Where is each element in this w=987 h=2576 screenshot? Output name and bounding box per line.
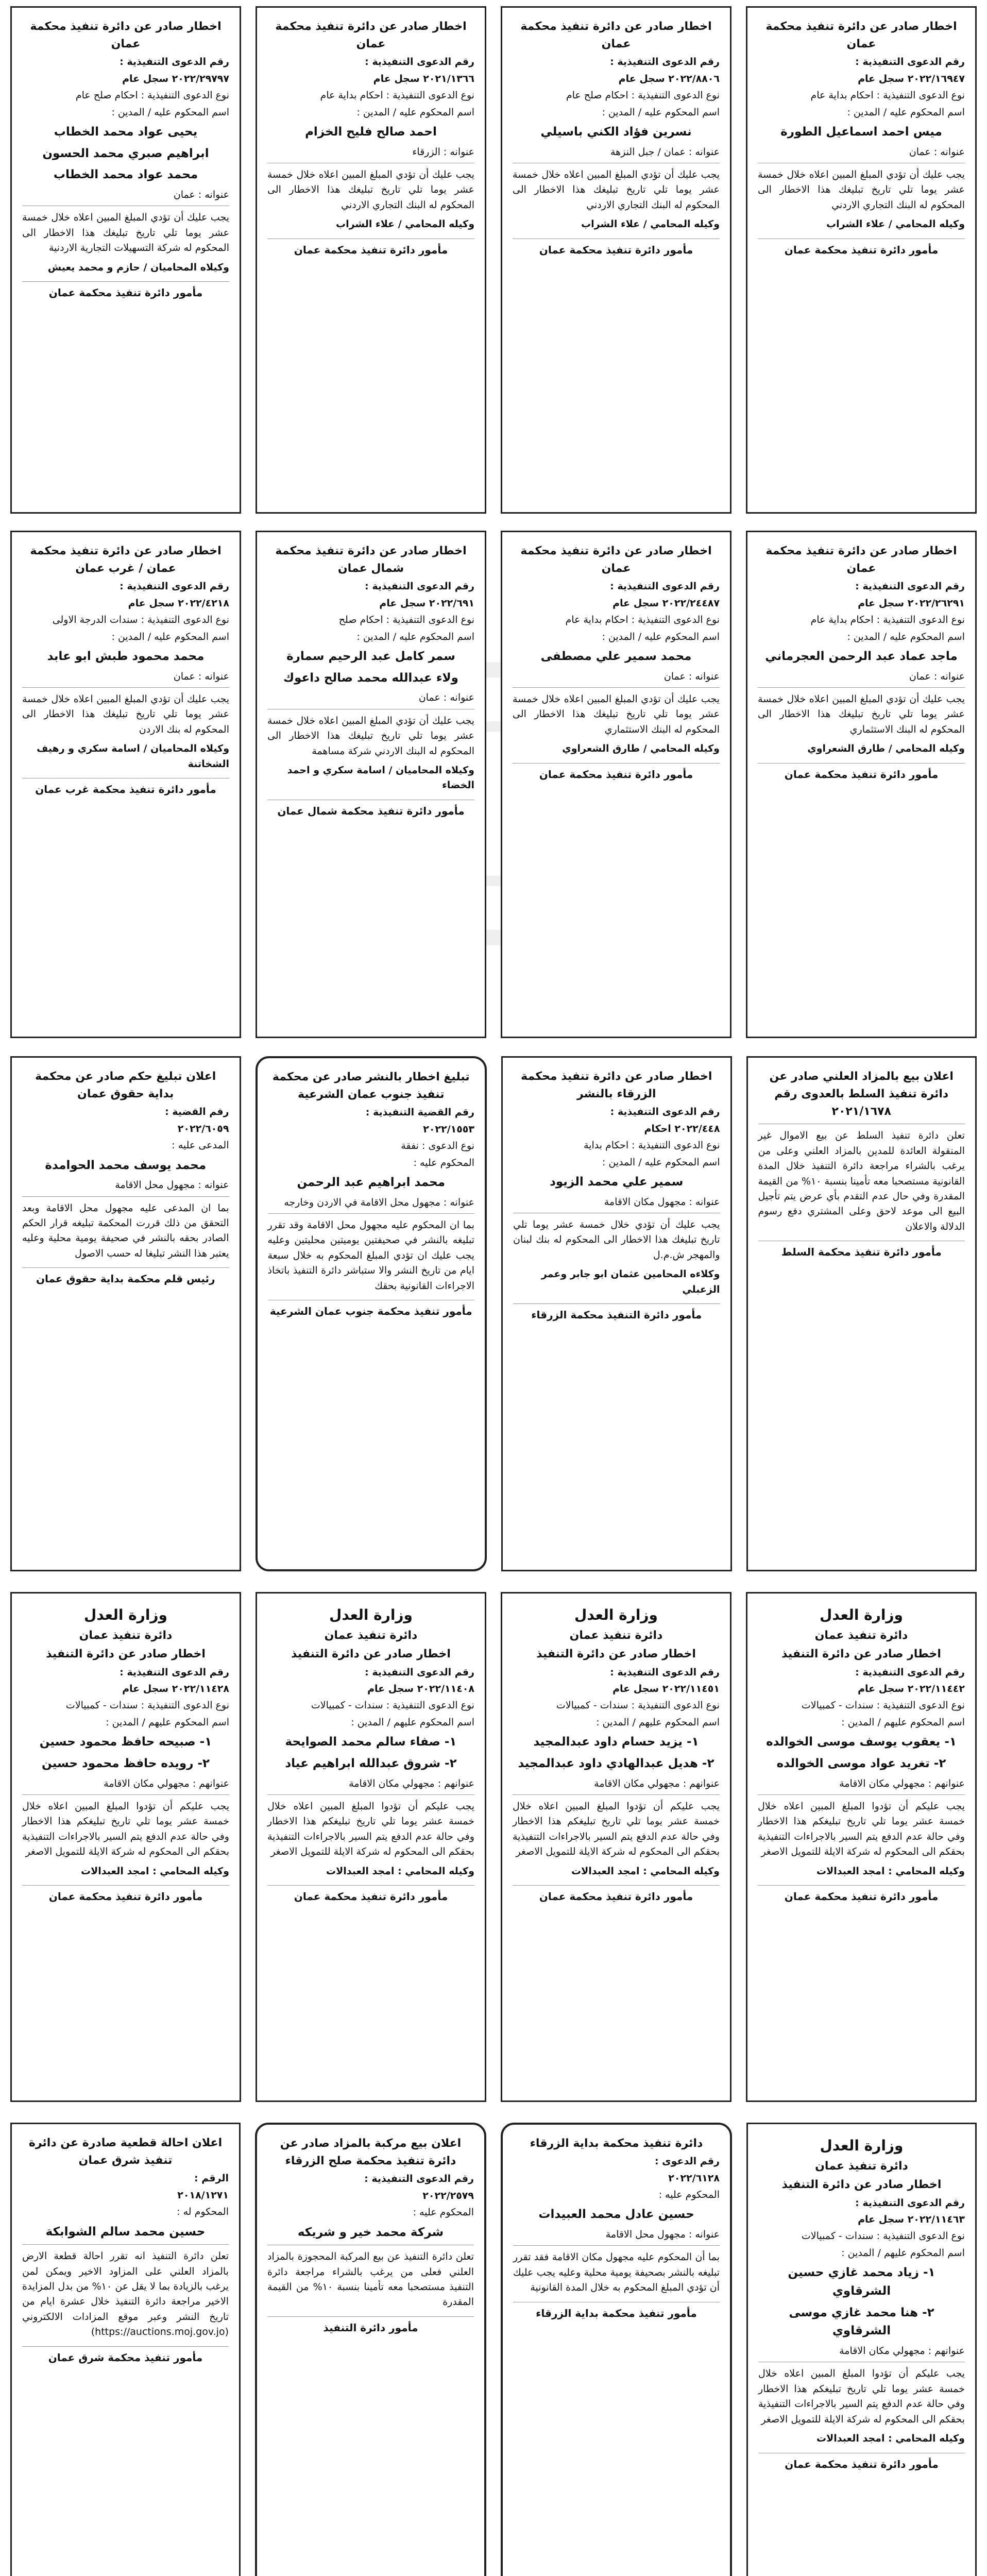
case-number-label: رقم القضية :	[165, 1106, 229, 1118]
case-number-label: رقم القضية التنفيذية :	[365, 1107, 474, 1118]
debtor-label: اسم المحكوم عليه / المدين :	[602, 631, 720, 642]
lawyer-name: وكيله المحامي / طارق الشعراوي	[562, 743, 720, 755]
case-number: ٢٠٢٢/٨٨٠٦ سجل عام	[618, 73, 720, 84]
notice-title: اخطار صادر عن دائرة التنفيذ	[781, 1648, 941, 1661]
department-heading: دائرة تنفيذ عمان	[569, 1629, 663, 1642]
legal-notice	[501, 1056, 732, 1571]
debtor-name: شركة محمد خير و شريكه	[297, 2225, 444, 2239]
case-type: نوع الدعوى التنفيذية : احكام صلح عام	[566, 90, 720, 101]
notice-body: يجب عليكم أن تؤدوا المبلغ المبين اعلاه خلال خمسة عشر يوما تلي تاريخ تبليغكم هذا الاخطار وفي حالة عدم الدفع يتم السير بالاجراءات التنفيذية بحقكم الى المحكوم له شركة الايلة للتمويل الاصغر	[758, 2368, 965, 2425]
notice-title: اخطار صادر عن دائرة تنفيذ محكمة عمان	[520, 545, 712, 575]
debtor-label: اسم المحكوم عليه / المدين :	[111, 631, 229, 642]
legal-notice	[746, 6, 977, 514]
debtor-label: المحكوم له :	[177, 2206, 229, 2218]
case-number: ٢٠٢٢/١٦٩٤٧ سجل عام	[858, 73, 965, 84]
case-type: نوع الدعوى التنفيذية : احكام بداية عام	[810, 614, 965, 626]
ministry-heading: وزارة العدل	[820, 1606, 903, 1623]
case-type: نوع الدعوى التنفيذية : احكام بداية	[583, 1140, 720, 1151]
debtor-label: المدعى عليه :	[172, 1140, 229, 1151]
notice-footer: مأمور دائرة تنفيذ محكمة عمان	[758, 239, 965, 258]
divider	[513, 1794, 720, 1795]
debtor-name: احمد صالح فليح الخزام	[305, 125, 437, 139]
legal-notice	[10, 2123, 241, 2576]
case-number-label: رقم الدعوى :	[654, 2156, 720, 2167]
debtor-name: ٢- شروق عبدالله ابراهيم عياد	[285, 1756, 457, 1770]
case-number: ٢٠٢٢/١١٤٠٨ سجل عام	[367, 1683, 474, 1695]
legal-notice	[501, 2123, 732, 2576]
department-heading: دائرة تنفيذ عمان	[79, 1629, 173, 1642]
notice-title: اعلان بيع مركبة بالمزاد صادر عن دائرة تنفيذ محكمة صلح الزرقاء	[280, 2137, 462, 2168]
debtor-name: محمد عواد محمد الخطاب	[53, 168, 198, 182]
notice-body: يجب عليك أن تؤدي المبلغ المبين اعلاه خلال خمسة عشر يوما تلي تاريخ تبليغك هذا الاخطار الى المحكوم له البنك التجاري الاردني	[758, 169, 965, 211]
case-number-label: رقم الدعوى التنفيذية :	[855, 1666, 965, 1678]
notice-footer: رئيس قلم محكمة بداية حقوق عمان	[22, 1267, 229, 1287]
case-number: ٢٠٢١/١٣٦٦ سجل عام	[373, 73, 474, 84]
ministry-heading: وزارة العدل	[574, 1606, 658, 1623]
legal-notice	[746, 2123, 977, 2576]
lawyer-name: وكيله المحامي : امجد العبدالات	[326, 1865, 474, 1877]
debtor-label: اسم المحكوم عليه / المدين :	[356, 106, 474, 118]
legal-notice	[501, 1592, 731, 2102]
divider	[268, 1213, 475, 1214]
notice-footer: مأمور تنفيذ محكمة شرق عمان	[22, 2346, 229, 2366]
case-number: ٢٠٢٢/٦٩١ سجل عام	[379, 597, 474, 609]
notice-footer: مأمور دائرة تنفيذ محكمة السلط	[758, 1241, 965, 1260]
notice-body: يجب عليكم أن تؤدوا المبلغ المبين اعلاه خلال خمسة عشر يوما تلي تاريخ تبليغكم هذا الاخطار وفي حالة عدم الدفع يتم السير بالاجراءات التنفيذية بحقكم الى المحكوم له شركة الايلة للتمويل الاصغر	[267, 1801, 474, 1858]
notice-footer: مأمور دائرة تنفيذ محكمة عمان	[758, 2453, 965, 2472]
case-type: نوع الدعوى التنفيذية : احكام بداية عام	[565, 614, 720, 626]
debtor-name: حسين عادل محمد العبيدات	[538, 2208, 694, 2222]
debtor-label: المحكوم عليه :	[413, 2207, 474, 2218]
debtor-address: عنوانه : مجهول محل الاقامة	[115, 1179, 229, 1191]
lawyer-name: وكيله المحامي : امجد العبدالات	[571, 1865, 720, 1877]
case-type: نوع الدعوى التنفيذية : احكام صلح عام	[75, 90, 229, 101]
debtor-name: ولاء عبدالله محمد صالح داعوك	[283, 671, 458, 685]
case-number: ٢٠٢٢/٢٩٧٩٧ سجل عام	[122, 73, 229, 84]
notice-footer: مأمور دائرة التنفيذ	[267, 2316, 474, 2336]
notice-body: تعلن دائرة تنفيذ السلط عن بيع الاموال غير المنقولة العائدة للمدين بالمزاد العلني وعلى من يرغب بالشراء مراجعة دائرة التنفيذ خلال المدة القانونية مستصحبا معه تأمينا بنسبة ١٠% من القيمة المقدرة وفي حال عدم التقدم بأي عرض يتم تأجيل البيع الى موعد لاحق وعلى المشتري دفع رسوم الدلالة والاعلان	[758, 1130, 965, 1232]
notice-row	[10, 2123, 977, 2576]
legal-notice	[10, 1056, 241, 1571]
debtor-address: عنوانه : عمان / جبل النزهة	[610, 146, 720, 158]
case-number-label: رقم الدعوى التنفيذية :	[120, 1666, 229, 1678]
legal-notice	[10, 6, 241, 514]
debtor-name: ماجد عماد عبد الرحمن العجرماني	[765, 649, 958, 663]
debtor-name: ١- صفاء سالم محمد الصوايحة	[285, 1735, 457, 1749]
legal-notice	[256, 1592, 486, 2102]
case-number: ٢٠٢٢/٢٤٤٨٧ سجل عام	[612, 597, 720, 609]
notice-title: اخطار صادر عن دائرة تنفيذ محكمة شمال عمان	[275, 545, 467, 575]
notice-title: اعلان تبليغ حكم صادر عن محكمة بداية حقوق عمان	[35, 1070, 216, 1101]
divider	[22, 1196, 229, 1197]
debtor-name: ١- يزيد حسام داود عبدالمجيد	[533, 1735, 699, 1749]
case-type: نوع الدعوى التنفيذية : سندات - كمبيالات	[65, 1700, 229, 1711]
debtor-address: عنوانه : عمان	[909, 146, 965, 158]
notice-row	[10, 1056, 977, 1571]
debtor-name: يحيى عواد محمد الخطاب	[54, 125, 198, 139]
divider	[22, 687, 229, 688]
notice-footer: مأمور تنفيذ محكمة جنوب عمان الشرعية	[268, 1300, 475, 1319]
department-heading: دائرة تنفيذ عمان	[815, 2160, 908, 2173]
notice-row	[10, 531, 977, 1038]
debtor-label: اسم المحكوم عليه / المدين :	[356, 631, 474, 642]
notice-body: يجب عليكم أن تؤدوا المبلغ المبين اعلاه خلال خمسة عشر يوما تلي تاريخ تبليغكم هذا الاخطار وفي حالة عدم الدفع يتم السير بالاجراءات التنفيذية بحقكم الى المحكوم له شركة الايلة للتمويل الاصغر	[513, 1801, 720, 1858]
debtor-name: حسين محمد سالم الشوابكة	[45, 2225, 206, 2239]
divider	[22, 2244, 229, 2245]
divider	[513, 687, 720, 688]
notice-body: يجب عليك أن تؤدي المبلغ المبين اعلاه خلال خمسة عشر يوما تلي تاريخ تبليغك هذا الاخطار الى المحكوم له البنك الاستثماري	[513, 693, 720, 735]
debtor-name: ١- زياد محمد غازي حسين الشرقاوي	[788, 2266, 935, 2298]
notice-title: اخطار صادر عن دائرة تنفيذ محكمة عمان	[30, 20, 222, 51]
notice-body: تعلن دائرة التنفيذ عن بيع المركبة المحجوزة بالمزاد العلني فعلى من يرغب بالشراء مراجعة دائرة التنفيذ مستصحبا معه تأمينا بنسبة ١٠% من القيمة المقدرة	[267, 2251, 474, 2308]
debtor-name: ابراهيم صبري محمد الحسون	[42, 146, 209, 160]
notice-title: اخطار صادر عن دائرة التنفيذ	[536, 1648, 696, 1661]
lawyer-name: وكيله المحامي / علاء الشراب	[581, 218, 720, 230]
case-number-label: رقم الدعوى التنفيذية :	[610, 581, 720, 592]
notice-footer: مأمور دائرة تنفيذ محكمة عمان	[267, 1885, 474, 1905]
notice-title: اخطار صادر عن دائرة تنفيذ محكمة الزرقاء بالنشر	[521, 1070, 712, 1101]
case-number-label: رقم الدعوى التنفيذية :	[610, 1666, 720, 1678]
notice-body: بما أن المحكوم عليه مجهول مكان الاقامة فقد تقرر تبليغه بالنشر بصحيفة يومية محلية وعليه يجب عليك أن تؤدي المبلغ المحكوم به خلال المدة القانونية	[513, 2251, 720, 2294]
case-number-label: رقم الدعوى التنفيذية :	[855, 581, 965, 592]
notice-footer: مأمور دائرة تنفيذ محكمة عمان	[758, 1885, 965, 1905]
debtor-name: محمد محمود طبش ابو عابد	[47, 649, 205, 663]
debtor-address: عنوانهم : مجهولي مكان الاقامة	[839, 2345, 965, 2357]
debtor-name: ٢- رويده حافظ محمود حسين	[41, 1756, 210, 1770]
case-number: ٢٠٢٢/٤٤٨ احكام	[644, 1123, 720, 1134]
notice-row	[10, 6, 977, 514]
debtor-name: محمد ابراهيم عبد الرحمن	[297, 1175, 446, 1189]
case-type: نوع الدعوى التنفيذية : احكام صلح	[338, 614, 474, 626]
debtor-name: سمير علي محمد الزيود	[550, 1175, 684, 1189]
legal-notice	[746, 531, 977, 1038]
notice-title: اخطار صادر عن دائرة تنفيذ محكمة عمان	[765, 545, 957, 575]
debtor-name: ٢- هنا محمد غازي موسى الشرقاوي	[789, 2306, 934, 2338]
legal-notice	[256, 6, 486, 514]
case-number-label: رقم الدعوى التنفيذية :	[365, 581, 474, 592]
notice-footer: مأمور دائرة تنفيذ محكمة عمان	[22, 281, 229, 301]
debtor-label: اسم المحكوم عليه / المدين :	[847, 106, 965, 118]
debtor-address: عنوانه : عمان	[909, 670, 965, 682]
debtor-label: اسم المحكوم عليهم / المدين :	[351, 1716, 474, 1728]
divider	[758, 1794, 965, 1795]
lawyer-name: وكيلاه المحاميان / اسامة سكري و رهيف الشخاتنة	[37, 743, 229, 770]
debtor-label: اسم المحكوم عليه / المدين :	[111, 106, 229, 118]
ministry-heading: وزارة العدل	[820, 2137, 904, 2154]
case-type: نوع الدعوى التنفيذية : احكام بداية عام	[810, 90, 965, 101]
case-type: نوع الدعوى التنفيذية : سندات - كمبيالات	[801, 2230, 965, 2242]
case-number-label: رقم الدعوى التنفيذية :	[120, 56, 229, 68]
case-number: ٢٠١٨/١٢٧١	[177, 2189, 229, 2201]
notice-title: دائرة تنفيذ محكمة بداية الزرقاء	[530, 2137, 703, 2150]
case-type: نوع الدعوى التنفيذية : سندات - كمبيالات	[801, 1700, 965, 1711]
debtor-label: اسم المحكوم عليه / المدين :	[847, 631, 965, 642]
legal-notice	[746, 1592, 977, 2102]
debtor-name: نسرين فؤاد الكني باسيلي	[540, 125, 692, 139]
divider	[267, 1794, 474, 1795]
ministry-heading: وزارة العدل	[84, 1606, 167, 1623]
lawyer-name: وكيله المحامي : امجد العبدالات	[816, 1865, 965, 1877]
case-number-label: رقم الدعوى التنفيذية :	[364, 2173, 474, 2185]
notice-footer: مأمور دائرة التنفيذ محكمة الزرقاء	[513, 1303, 720, 1323]
debtor-label: اسم المحكوم عليهم / المدين :	[106, 1716, 229, 1728]
debtor-address: عنوانه : عمان	[173, 189, 229, 200]
debtor-address: عنوانه : مجهول مكان الاقامة	[604, 1196, 720, 1208]
notice-footer: مأمور دائرة تنفيذ محكمة عمان	[513, 763, 720, 783]
ministry-heading: وزارة العدل	[329, 1606, 413, 1623]
notice-title: اخطار صادر عن دائرة التنفيذ	[46, 1648, 206, 1661]
legal-notice	[746, 1056, 977, 1571]
notice-body: بما ان المحكوم عليه مجهول محل الاقامة وقد تقرر تبليغه بالنشر في صحيفتين يوميتين محليتين وعليه يجب عليك ان تؤدي المبلغ المحكوم به خلال سبعة ايام من تاريخ النشر والا ستباشر دائرة التنفيذ باتخاذ الاجراءات القانونية بحقك	[267, 1219, 474, 1292]
legal-notice	[256, 1056, 487, 1571]
legal-notice	[256, 531, 486, 1038]
notice-footer: مأمور دائرة تنفيذ محكمة عمان	[758, 763, 965, 783]
case-number: ٢٠٢٢/١١٤٢٨ سجل عام	[122, 1683, 229, 1695]
case-number: ٢٠٢٢/١١٤٤٢ سجل عام	[858, 1683, 965, 1695]
notice-title: اعلان احالة قطعية صادرة عن دائرة تنفيذ شرق عمان	[28, 2137, 223, 2167]
debtor-label: المحكوم عليه :	[413, 1157, 474, 1168]
notice-body: يجب عليك أن تؤدي خلال خمسة عشر يوما تلي تاريخ تبليغك هذا الاخطار الى المحكوم له بنك لبنان والمهجر ش.م.ل	[513, 1219, 720, 1261]
divider	[22, 1794, 229, 1795]
notice-body: يجب عليك أن تؤدي المبلغ المبين اعلاه خلال خمسة عشر يوما تلي تاريخ تبليغك هذا الاخطار الى المحكوم له البنك الاستثماري	[758, 693, 965, 735]
debtor-name: ميس احمد اسماعيل الطورة	[780, 125, 942, 139]
notice-body: يجب عليك أن تؤدي المبلغ المبين اعلاه خلال خمسة عشر يوما تلي تاريخ تبليغك هذا الاخطار الى المحكوم له شركة التسهيلات التجارية الاردنية	[22, 212, 229, 254]
lawyer-name: وكيله المحامي / علاء الشراب	[826, 218, 965, 230]
notice-title: اخطار صادر عن دائرة تنفيذ محكمة عمان	[520, 20, 712, 51]
debtor-label: المحكوم عليه :	[658, 2189, 720, 2200]
case-number-label: الرقم :	[194, 2173, 229, 2184]
case-number: ٢٠٢٢/٢٦٢٩١ سجل عام	[858, 597, 965, 609]
case-number-label: رقم الدعوى التنفيذية :	[610, 56, 720, 68]
debtor-address: عنوانه : عمان	[173, 670, 229, 682]
notice-body: تعلن دائرة التنفيذ انه تقرر احالة قطعة الارض بالمزاد العلني على المزاود الاخير ويمكن لمن يرغب بالزيادة بما لا يقل عن ١٠% من بدل المزايدة الاخير مراجعة دائرة التنفيذ خلال عشرة ايام من تاريخ النشر وعبر موقع المزادات الالكتروني (https://auctions.moj.gov.jo)	[22, 2250, 229, 2338]
legal-notice	[501, 531, 731, 1038]
debtor-label: اسم المحكوم عليهم / المدين :	[841, 1716, 965, 1728]
notice-body: يجب عليك أن تؤدي المبلغ المبين اعلاه خلال خمسة عشر يوما تلي تاريخ تبليغك هذا الاخطار الى المحكوم له البنك التجاري الاردني	[513, 169, 720, 211]
debtor-name: محمد يوسف محمد الحوامدة	[45, 1158, 207, 1172]
debtor-address: عنوانهم : مجهولي مكان الاقامة	[839, 1777, 965, 1789]
notice-body: يجب عليك أن تؤدي المبلغ المبين اعلاه خلال خمسة عشر يوما تلي تاريخ تبليغك هذا الاخطار الى المحكوم له بنك الاردن	[22, 693, 229, 735]
debtor-address: عنوانه : مجهول محل الاقامة	[605, 2229, 720, 2241]
debtor-label: اسم المحكوم عليه / المدين :	[602, 1156, 720, 1168]
notice-footer: مأمور دائرة تنفيذ محكمة غرب عمان	[22, 778, 229, 798]
debtor-address: عنوانه : عمان	[418, 692, 474, 704]
debtor-label: اسم المحكوم عليهم / المدين :	[841, 2247, 965, 2259]
legal-notice	[255, 2123, 486, 2576]
case-number: ٢٠٢٢/٦٠٥٩	[177, 1123, 229, 1134]
case-number-label: رقم الدعوى التنفيذية :	[610, 1106, 720, 1118]
case-number: ٢٠٢٢/٦١٢٨	[668, 2172, 720, 2184]
lawyer-name: وكيله المحامي : امجد العبدالات	[816, 2433, 965, 2445]
case-type: نوع الدعوى التنفيذية : احكام بداية عام	[320, 90, 474, 101]
debtor-name: ١- يعقوب يوسف موسى الخوالده	[766, 1735, 957, 1749]
notice-footer: مأمور دائرة تنفيذ محكمة عمان	[22, 1885, 229, 1905]
debtor-name: سمر كامل عبد الرحيم سمارة	[286, 649, 455, 663]
divider	[513, 2245, 720, 2246]
notice-footer: مأمور دائرة تنفيذ محكمة شمال عمان	[267, 800, 474, 819]
case-number: ٢٠٢٢/٤٢١٨ سجل عام	[128, 597, 229, 609]
debtor-label: اسم المحكوم عليهم / المدين :	[596, 1716, 720, 1728]
debtor-address: عنوانه : مجهول محل الاقامة في الاردن وخارجه	[284, 1196, 474, 1208]
notice-footer: مأمور دائرة تنفيذ محكمة عمان	[513, 239, 720, 258]
lawyer-name: وكيله المحامي : امجد العبدالات	[81, 1865, 229, 1877]
debtor-name: ١- صبيحه حافظ محمود حسين	[39, 1735, 212, 1749]
notice-title: اعلان بيع بالمزاد العلني صادر عن دائرة تنفيذ السلط بالعدوى رقم ٢٠٢١/١٦٧٨	[769, 1070, 954, 1118]
lawyer-name: وكيلاه المحاميان / اسامة سكري و احمد الخضاء	[287, 764, 474, 791]
case-number: ٢٠٢٢/١١٤٥١ سجل عام	[612, 1683, 720, 1695]
department-heading: دائرة تنفيذ عمان	[814, 1629, 908, 1642]
case-number: ٢٠٢٢/١٥٥٣	[423, 1123, 474, 1135]
legal-notice	[501, 6, 731, 514]
notice-title: اخطار صادر عن دائرة التنفيذ	[291, 1648, 451, 1661]
debtor-label: اسم المحكوم عليه / المدين :	[602, 106, 720, 118]
case-type: نوع الدعوى التنفيذية : سندات الدرجة الاولى	[52, 614, 229, 626]
case-number: ٢٠٢٢/١١٤٦٣ سجل عام	[858, 2214, 965, 2226]
lawyer-name: وكيله المحامي / علاء الشراب	[335, 218, 474, 230]
notice-title: تبليغ اخطار بالنشر صادر عن محكمة تنفيذ جنوب عمان الشرعية	[272, 1071, 470, 1101]
case-number: ٢٠٢٢/٢٥٧٩	[422, 2190, 474, 2201]
lawyer-name: وكيله المحامي / طارق الشعراوي	[807, 743, 965, 755]
notice-row	[10, 1592, 977, 2102]
debtor-address: عنوانهم : مجهولي مكان الاقامة	[349, 1777, 474, 1789]
department-heading: دائرة تنفيذ عمان	[324, 1629, 418, 1642]
notice-title: اخطار صادر عن دائرة التنفيذ	[781, 2178, 942, 2192]
lawyer-name: وكيلاه المحاميان / حازم و محمد يعيش	[47, 261, 229, 273]
divider	[758, 687, 965, 688]
case-type: نوع الدعوى التنفيذية : سندات - كمبيالات	[556, 1700, 720, 1711]
case-type: نوع الدعوى : نفقة	[401, 1140, 474, 1152]
case-number-label: رقم الدعوى التنفيذية :	[855, 2197, 965, 2209]
notice-body: يجب عليك أن تؤدي المبلغ المبين اعلاه خلال خمسة عشر يوما تلي تاريخ تبليغك هذا الاخطار الى المحكوم له البنك التجاري الاردني	[267, 169, 474, 211]
debtor-name: ٢- هديل عبدالهادي داود عبدالمجيد	[518, 1756, 714, 1770]
legal-notice	[10, 531, 241, 1038]
debtor-name: ٢- تغريد عواد موسى الخوالده	[776, 1756, 946, 1770]
notice-body: بما ان المدعى عليه مجهول محل الاقامة وبعد التحقق من ذلك قررت المحكمة تبليغه قرار الحكم الصادر بحقه بالنشر في صحيفة يومية محلية وعليه يعتبر هذا النشر تبليغا له حسب الاصول	[22, 1202, 229, 1259]
case-number-label: رقم الدعوى التنفيذية :	[365, 56, 474, 68]
notice-title: اخطار صادر عن دائرة تنفيذ محكمة عمان	[275, 20, 467, 51]
notice-footer: مأمور دائرة تنفيذ محكمة عمان	[267, 239, 474, 258]
notice-title: اخطار صادر عن دائرة تنفيذ محكمة عمان / غرب عمان	[30, 545, 222, 575]
debtor-address: عنوانه : عمان	[663, 670, 720, 682]
debtor-address: عنوانهم : مجهولي مكان الاقامة	[104, 1777, 229, 1789]
lawyer-name: وكلاءه المحامين عثمان ابو جابر وعمر الزعبلي	[541, 1268, 720, 1295]
debtor-address: عنوانه : الزرقاء	[412, 146, 474, 158]
debtor-address: عنوانهم : مجهولي مكان الاقامة	[594, 1777, 720, 1789]
case-number-label: رقم الدعوى التنفيذية :	[365, 1666, 474, 1678]
notice-title: اخطار صادر عن دائرة تنفيذ محكمة عمان	[765, 20, 957, 51]
notice-body: يجب عليكم أن تؤدوا المبلغ المبين اعلاه خلال خمسة عشر يوما تلي تاريخ تبليغكم هذا الاخطار وفي حالة عدم الدفع يتم السير بالاجراءات التنفيذية بحقكم الى المحكوم له شركة الايلة للتمويل الاصغر	[22, 1801, 229, 1858]
case-number-label: رقم الدعوى التنفيذية :	[120, 581, 229, 592]
debtor-name: محمد سمير علي مصطفى	[540, 649, 692, 663]
case-number-label: رقم الدعوى التنفيذية :	[855, 56, 965, 68]
notice-footer: مأمور دائرة تنفيذ محكمة عمان	[513, 1885, 720, 1905]
notice-footer: مأمور تنفيذ محكمة بداية الزرقاء	[513, 2302, 720, 2321]
notice-body: يجب عليك أن تؤدي المبلغ المبين اعلاه خلال خمسة عشر يوما تلي تاريخ تبليغك هذا الاخطار الى المحكوم له البنك الاردني شركة مساهمة	[267, 715, 474, 757]
case-type: نوع الدعوى التنفيذية : سندات - كمبيالات	[311, 1700, 474, 1711]
legal-notice	[10, 1592, 241, 2102]
notice-body: يجب عليكم أن تؤدوا المبلغ المبين اعلاه خلال خمسة عشر يوما تلي تاريخ تبليغكم هذا الاخطار وفي حالة عدم الدفع يتم السير بالاجراءات التنفيذية بحقكم الى المحكوم له شركة الايلة للتمويل الاصغر	[758, 1801, 965, 1858]
